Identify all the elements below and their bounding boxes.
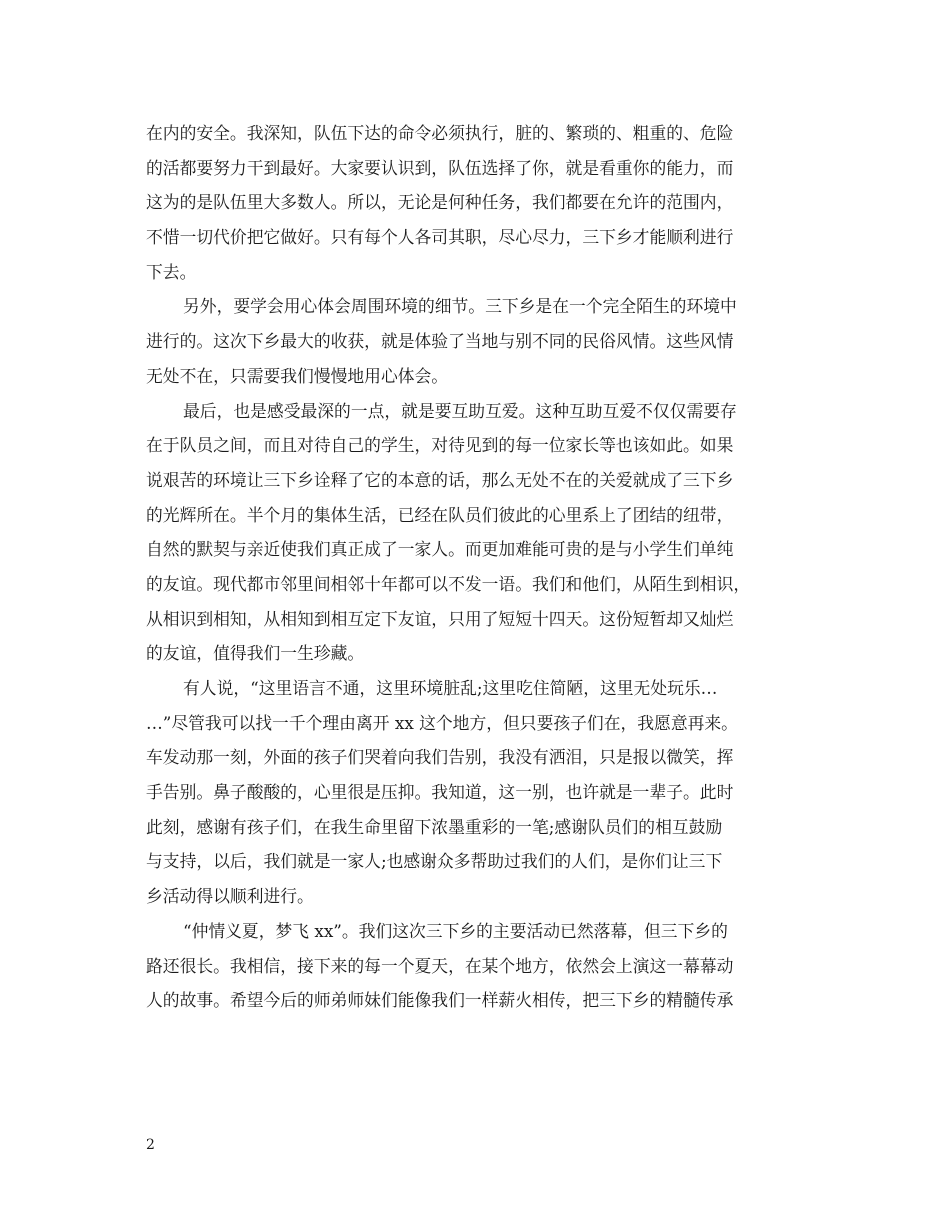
text-line: 人的故事。希望今后的师弟师妹们能像我们一样薪火相传，把三下乡的精髓传承 [146,990,734,1011]
text-line: 的光辉所在。半个月的集体生活，已经在队员们彼此的心里系上了团结的纽带， [146,504,734,525]
text-line: 车发动那一刻，外面的孩子们哭着向我们告别，我没有洒泪，只是报以微笑，挥 [146,747,734,768]
text-line: 的友谊。现代都市邻里间相邻十年都可以不发一语。我们和他们，从陌生到相识， [146,573,751,594]
body-text [146,116,806,1018]
text-line: 在于队员之间，而且对待自己的学生，对待见到的每一位家长等也该如此。如果 [146,435,734,456]
text-line: 无处不在，只需要我们慢慢地用心体会。 [146,365,449,386]
text-line: 的友谊，值得我们一生珍藏。 [146,643,365,664]
text-line: 进行的。这次下乡最大的收获，就是体验了当地与别不同的民俗风情。这些风情 [146,331,734,352]
text-line: 下去。 [146,261,197,282]
text-line: 与支持，以后，我们就是一家人;也感谢众多帮助过我们的人们，是你们让三下 [146,851,723,872]
paragraph-first-line: 最后，也是感受最深的一点，就是要互助互爱。这种互助互爱不仅仅需要存 [183,400,737,421]
text-line: 这为的是队伍里大多数人。所以，无论是何种任务，我们都要在允许的范围内， [146,192,734,213]
text-line: 不惜一切代价把它做好。只有每个人各司其职，尽心尽力，三下乡才能顺利进行 [146,227,734,248]
text-line: 此刻，感谢有孩子们，在我生命里留下浓墨重彩的一笔;感谢队员们的相互鼓励 [146,816,723,837]
paragraph-first-line: 有人说，“这里语言不通，这里环境脏乱;这里吃住简陋，这里无处玩乐… [183,678,718,698]
text-line: 路还很长。我相信，接下来的每一个夏天，在某个地方，依然会上演这一幕幕动 [146,955,734,976]
text-line: 从相识到相知，从相知到相互定下友谊，只用了短短十四天。这份短暂却又灿烂 [146,608,734,629]
text-line: 自然的默契与亲近使我们真正成了一家人。而更加难能可贵的是与小学生们单纯 [146,539,734,560]
text-line: …”尽管我可以找一千个理由离开 xx 这个地方，但只要孩子们在，我愿意再来。 [146,712,738,733]
text-line: 说艰苦的环境让三下乡诠释了它的本意的话，那么无处不在的关爱就成了三下乡 [146,469,734,490]
page-number: 2 [146,1137,155,1153]
text-line: 的活都要努力干到最好。大家要认识到，队伍选择了你，就是看重你的能力，而 [146,157,734,178]
text-line: 乡活动得以顺利进行。 [146,886,314,907]
paragraph-first-line: “仲情义夏，梦飞 xx”。我们这次三下乡的主要活动已然落幕，但三下乡的 [183,920,728,941]
text-line: 在内的安全。我深知，队伍下达的命令必须执行，脏的、繁琐的、粗重的、危险 [146,123,734,143]
text-line: 手告别。鼻子酸酸的，心里很是压抑。我知道，这一别，也许就是一辈子。此时 [146,782,734,803]
paragraph-first-line: 另外，要学会用心体会周围环境的细节。三下乡是在一个完全陌生的环境中 [183,296,737,317]
